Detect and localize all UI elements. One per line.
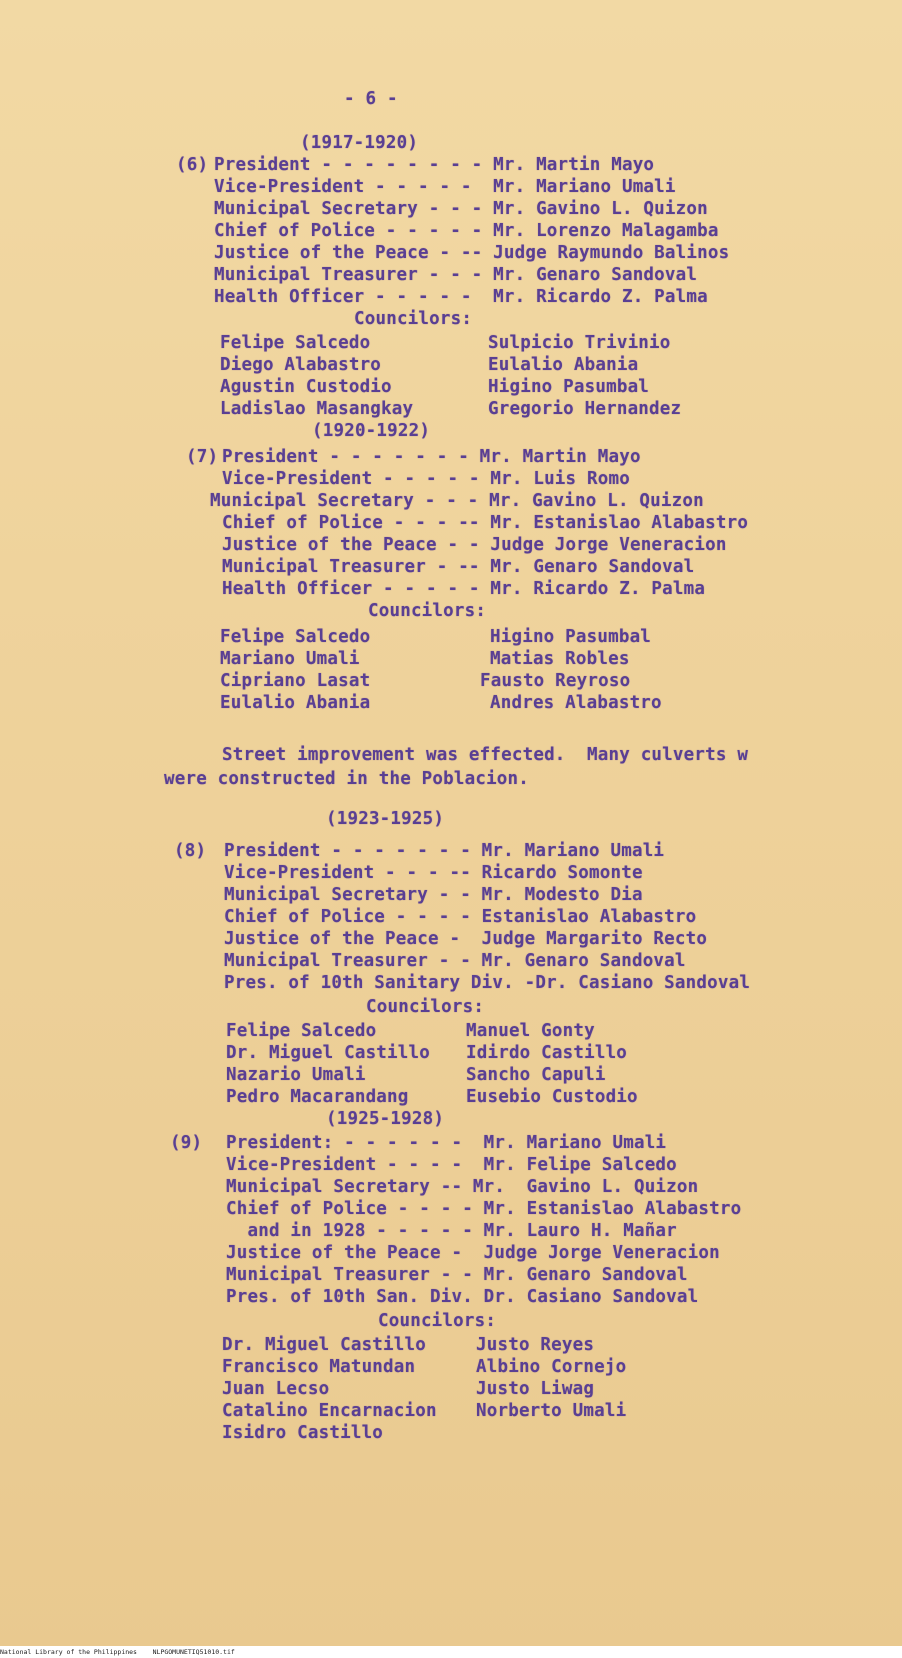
councilor-name: Albino Cornejo bbox=[476, 1357, 627, 1377]
official-line: Municipal Secretary -- Mr. Gavino L. Quizon bbox=[226, 1177, 699, 1197]
councilor-name: Sancho Capuli bbox=[466, 1065, 606, 1085]
councilor-name: Norberto Umali bbox=[476, 1401, 627, 1421]
section-number: (9) bbox=[170, 1133, 203, 1153]
official-line: Municipal Secretary - - - Mr. Gavino L. Quizon bbox=[210, 491, 704, 511]
councilor-name: Isidro Castillo bbox=[222, 1423, 384, 1443]
official-line: President - - - - - - - - Mr. Martin Mayo bbox=[214, 155, 655, 175]
councilor-name: Eulalio Abania bbox=[488, 355, 639, 375]
section-number: (8) bbox=[174, 841, 207, 861]
official-line: Pres. of 10th San. Div. Dr. Casiano Sandoval bbox=[226, 1287, 699, 1307]
section-number: (6) bbox=[176, 155, 209, 175]
official-line: Justice of the Peace - - Judge Jorge Veneracion bbox=[222, 535, 727, 555]
official-line: Municipal Treasurer - - Mr. Genaro Sandoval bbox=[224, 951, 686, 971]
official-line: Chief of Police - - - - - Mr. Lorenzo Malagamba bbox=[214, 221, 719, 241]
councilor-name: Diego Alabastro bbox=[220, 355, 382, 375]
councilors-heading: Councilors: bbox=[368, 601, 487, 621]
councilor-name: Idirdo Castillo bbox=[466, 1043, 628, 1063]
councilor-name: Felipe Salcedo bbox=[220, 627, 371, 647]
note-line: Street improvement was effected. Many culverts w bbox=[222, 745, 749, 765]
councilor-name: Dr. Miguel Castillo bbox=[226, 1043, 430, 1063]
official-line: Justice of the Peace - Judge Jorge Veneracion bbox=[226, 1243, 720, 1263]
councilor-name: Agustin Custodio bbox=[220, 377, 392, 397]
councilor-name: Ladislao Masangkay bbox=[220, 399, 414, 419]
official-line: President - - - - - - - Mr. Martin Mayo bbox=[222, 447, 641, 467]
councilor-name: Francisco Matundan bbox=[222, 1357, 416, 1377]
councilor-name: Dr. Miguel Castillo bbox=[222, 1335, 426, 1355]
councilor-name: Justo Liwag bbox=[476, 1379, 595, 1399]
official-line: Municipal Treasurer - -- Mr. Genaro Sandoval bbox=[222, 557, 695, 577]
official-line: Justice of the Peace - Judge Margarito Recto bbox=[224, 929, 708, 949]
official-line: Pres. of 10th Sanitary Div. -Dr. Casiano Sandoval bbox=[224, 973, 751, 993]
councilor-name: Manuel Gonty bbox=[466, 1021, 595, 1041]
official-line: Vice-President - - - -- Ricardo Somonte bbox=[224, 863, 643, 883]
official-line: President - - - - - - - Mr. Mariano Umali bbox=[224, 841, 665, 861]
official-line: Municipal Treasurer - - Mr. Genaro Sandoval bbox=[226, 1265, 688, 1285]
councilor-name: Gregorio Hernandez bbox=[488, 399, 682, 419]
councilor-name: Mariano Umali bbox=[220, 649, 360, 669]
official-line: Chief of Police - - - - Mr. Estanislao Alabastro bbox=[226, 1199, 742, 1219]
official-line: Municipal Secretary - - Mr. Modesto Dia bbox=[224, 885, 643, 905]
councilor-name: Higino Pasumbal bbox=[488, 377, 650, 397]
official-line: Municipal Treasurer - - - Mr. Genaro Sandoval bbox=[214, 265, 698, 285]
period-heading: (1923-1925) bbox=[326, 809, 445, 829]
section-number: (7) bbox=[186, 447, 219, 467]
councilor-name: Higino Pasumbal bbox=[490, 627, 652, 647]
councilor-name: Eulalio Abania bbox=[220, 693, 371, 713]
councilor-name: Catalino Encarnacion bbox=[222, 1401, 437, 1421]
official-line: Health Officer - - - - - Mr. Ricardo Z. Palma bbox=[214, 287, 708, 307]
official-line: Health Officer - - - - - Mr. Ricardo Z. Palma bbox=[222, 579, 706, 599]
official-line: President: - - - - - - Mr. Mariano Umali bbox=[226, 1133, 667, 1153]
councilor-name: Andres Alabastro bbox=[490, 693, 662, 713]
councilor-name: Eusebio Custodio bbox=[466, 1087, 638, 1107]
official-line: Municipal Secretary - - - Mr. Gavino L. Quizon bbox=[214, 199, 708, 219]
official-line: Vice-President - - - - - Mr. Luis Romo bbox=[222, 469, 630, 489]
councilor-name: Fausto Reyroso bbox=[480, 671, 631, 691]
official-line: Chief of Police - - - - Estanislao Alabastro bbox=[224, 907, 697, 927]
councilors-heading: Councilors: bbox=[354, 309, 473, 329]
councilor-name: Cipriano Lasat bbox=[220, 671, 371, 691]
official-line: Vice-President - - - - - Mr. Mariano Umali bbox=[214, 177, 676, 197]
councilor-name: Pedro Macarandang bbox=[226, 1087, 409, 1107]
councilor-name: Matias Robles bbox=[490, 649, 630, 669]
councilors-heading: Councilors: bbox=[378, 1311, 497, 1331]
note-line: were constructed in the Poblacion. bbox=[164, 769, 530, 789]
period-heading: (1920-1922) bbox=[312, 421, 431, 441]
official-line: Vice-President - - - - Mr. Felipe Salcedo bbox=[226, 1155, 677, 1175]
period-heading: (1925-1928) bbox=[326, 1109, 445, 1129]
councilor-name: Juan Lecso bbox=[222, 1379, 330, 1399]
official-line: Justice of the Peace - -- Judge Raymundo Balinos bbox=[214, 243, 730, 263]
councilor-name: Felipe Salcedo bbox=[220, 333, 371, 353]
councilor-name: Felipe Salcedo bbox=[226, 1021, 377, 1041]
scan-footer: National Library of the Philippines NLPGOMUNETIQ51010.tif bbox=[0, 1648, 235, 1656]
councilors-heading: Councilors: bbox=[366, 997, 485, 1017]
official-line: and in 1928 - - - - - Mr. Lauro H. Mañar bbox=[226, 1221, 677, 1241]
councilor-name: Justo Reyes bbox=[476, 1335, 595, 1355]
councilor-name: Nazario Umali bbox=[226, 1065, 366, 1085]
period-heading: (1917-1920) bbox=[300, 133, 419, 153]
page-number: - 6 - bbox=[344, 89, 398, 109]
councilor-name: Sulpicio Trivinio bbox=[488, 333, 671, 353]
official-line: Chief of Police - - - -- Mr. Estanislao Alabastro bbox=[222, 513, 749, 533]
